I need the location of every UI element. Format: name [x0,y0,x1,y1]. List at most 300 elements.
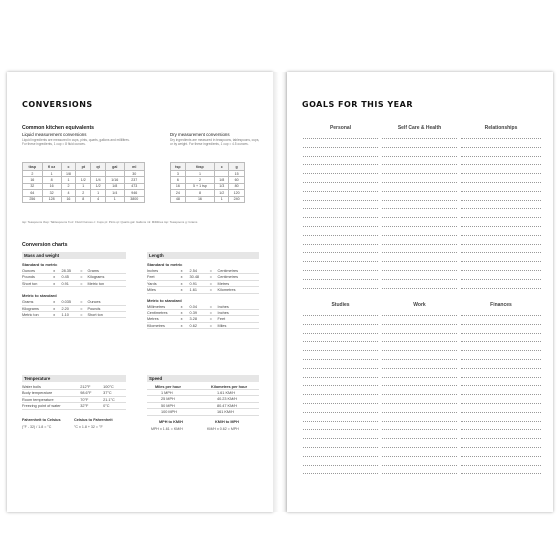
goal-line [382,288,457,289]
goal-line [303,261,378,262]
mass-row-cell: Pounds [22,275,35,280]
mass-row-cell: 0.91 [61,281,69,286]
goal-line [461,279,541,280]
dry-cell: 16 [185,196,215,202]
conversions-title: CONVERSIONS [22,100,93,109]
liquid-row [23,196,145,202]
goal-line [461,138,541,139]
length-row-cell: Yards [147,281,157,286]
goal-line [303,235,378,236]
liquid-cell: 473 [124,183,144,189]
goal-line [303,244,378,245]
goal-line [461,200,541,201]
length-row-cell: Kilometres [147,323,165,328]
temperature-row-cell: Room temperature [22,397,54,402]
dry-cell: 24 [171,190,186,196]
goal-line [461,156,541,157]
liquid-title: Liquid measurement conversions [22,132,87,137]
goal-line [382,473,457,474]
mass-row-cell: Kilograms [87,275,105,280]
goal-line [303,473,378,474]
goal-line [461,394,541,395]
liquid-header-cell: pt [76,163,91,171]
speed-cell: 161 KM/H [217,410,234,415]
mass-row-cell: Pounds [87,306,101,311]
goals-title: GOALS FOR THIS YEAR [302,100,413,109]
liquid-header-cell: gal [106,163,125,171]
mass-row-cell: Grams [87,269,99,273]
goal-line [303,208,378,209]
speed-cell: 1 MPH [161,391,173,395]
temperature-row-cell: 21.1°C [103,397,115,402]
speed-row [147,409,259,415]
liquid-cell: 8 [42,177,61,183]
dry-cell: 80 [229,183,245,189]
goal-line [382,217,457,218]
dry-cell: 5 + 1 tsp [185,183,215,189]
mass-to-metric: Standard to metric [22,262,58,267]
goal-line [382,235,457,236]
goal-line [303,288,378,289]
length-row-cell: 0.39 [189,310,197,315]
goal-line [303,164,378,165]
mass-section [22,252,126,318]
length-to-metric: Standard to metric [147,262,183,267]
goal-line [303,421,378,422]
dry-cell: 6 [171,177,186,183]
dry-title: Dry measurement conversions [170,132,230,137]
dry-cell: 1/2 [215,190,229,196]
mass-row-cell: Ounces [87,300,101,305]
liquid-cell: 1/2 [76,177,91,183]
length-row-cell: Millimetres [147,304,166,309]
mass-row-cell: Grams [22,300,34,305]
length-row-cell: = [209,304,212,309]
length-row-cell: 0.62 [189,323,197,328]
goal-line [382,350,457,351]
goal-line [461,421,541,422]
mass-row-cell: = [80,275,83,280]
liquid-cell: 16 [61,196,76,202]
goal-line [382,200,457,201]
length-row-cell: x [180,281,183,286]
goal-line [461,359,541,360]
goal-line [303,200,378,201]
goal-line [461,173,541,174]
length-row-cell: Inches [217,304,229,309]
goal-line [382,447,457,448]
liquid-cell: 32 [42,190,61,196]
goal-line [303,182,378,183]
goal-line [382,412,457,413]
mass-row-cell: = [80,300,83,305]
length-row-cell: 1.61 [189,288,197,293]
c2f-label: Celsius to Fahrenheit [74,417,113,422]
liquid-cell: 3800 [124,196,144,202]
length-row-cell: 3.28 [189,317,197,322]
dry-header-cell: tsp [171,163,186,171]
mass-row-cell: x [53,306,56,311]
goal-line [461,235,541,236]
goal-line [461,438,541,439]
length-row-cell: Kilometres [217,288,236,293]
dry-cell: 2 [185,177,215,183]
length-row-cell: = [209,323,212,328]
goal-line [382,403,457,404]
goal-line [303,438,378,439]
temperature-row-cell: 212°F [80,385,91,389]
length-row-cell: x [180,304,183,309]
goal-line [303,377,378,378]
goal-line [303,173,378,174]
goal-line [461,385,541,386]
goal-heading-studies: Studies [331,302,350,308]
goal-line [382,385,457,386]
goal-line [303,359,378,360]
speed-title: Speed [147,375,259,382]
goal-line [303,138,378,139]
goal-heading-self-care: Self Care & Health [397,125,442,131]
kmh2mph-label: KM/H to MPH [215,419,239,424]
goal-line [382,438,457,439]
mass-row-cell: = [80,312,83,317]
liquid-table [22,162,145,203]
mass-title: Mass and weight [22,252,126,259]
book-spine [273,72,287,512]
length-row-cell: Metres [147,317,159,322]
mass-row-cell: Metric ton [22,312,39,317]
goal-line [382,138,457,139]
goal-line [461,288,541,289]
liquid-cell: 4 [91,196,106,202]
length-row-cell: = [209,317,212,322]
dry-row [171,196,245,202]
liquid-cell: 64 [23,190,43,196]
goal-line [382,164,457,165]
goal-line [382,324,457,325]
dry-cell: 1 [185,171,215,177]
length-row-cell: Miles [147,288,156,293]
goal-line [461,315,541,316]
liquid-header-cell: fl oz [42,163,61,171]
liquid-header-cell: tbsp [23,163,43,171]
length-row-cell: Metres [217,281,230,286]
goal-line [382,315,457,316]
temperature-row-cell: 0°C [103,404,110,409]
mass-row-cell: x [53,281,56,286]
goal-line [382,191,457,192]
goal-line [461,261,541,262]
length-to-standard: Metric to standard [147,297,182,303]
dry-cell: 1 [215,196,229,202]
length-row-cell: 2.54 [189,269,197,273]
goal-line [303,156,378,157]
speed-cell: 40.23 KM/H [217,397,238,402]
liquid-cell: 8 [76,196,91,202]
length-row-cell: x [180,310,183,315]
mass-to-standard: Metric to standard [22,293,57,299]
mass-row-cell: 0.45 [61,275,69,280]
goal-heading-personal: Personal [329,125,352,131]
mph2kmh-formula: MPH x 1.61 = KM/H [151,426,183,431]
goal-line [303,368,378,369]
mass-row-cell: 0.035 [61,300,72,305]
goal-line [303,465,378,466]
liquid-cell: 2 [76,190,91,196]
liquid-cell: 4 [61,190,76,196]
liquid-cell: 946 [124,190,144,196]
mass-row-cell: = [80,281,83,286]
mass-row-cell: = [80,306,83,311]
goal-line [461,473,541,474]
liquid-cell: 1/8 [61,171,76,177]
kitchen-heading: Common kitchen equivalents [22,125,95,131]
goal-line [461,412,541,413]
goal-line [461,226,541,227]
dry-note: Dry ingredients are measured in teaspoons, tablespoons, cups, or by weight. For these ingredients, 1 cup = 4.5 ounces. [170,138,260,146]
goal-line [382,208,457,209]
mass-row-cell: 2.20 [61,306,69,311]
speed-cell: 25 MPH [161,397,175,402]
length-row-cell: Centimetres [147,310,168,315]
mass-row-cell: Ounces [22,269,36,273]
liquid-cell: 16 [42,183,61,189]
goal-line [303,191,378,192]
length-row-cell: x [180,275,183,280]
goal-heading-work: Work [413,302,426,308]
length-row-cell: = [209,288,212,293]
goal-line [303,324,378,325]
liquid-cell: 1/4 [106,190,125,196]
temperature-row-cell: 98.6°F [80,391,92,396]
goal-line [382,182,457,183]
liquid-cell: 1 [76,183,91,189]
speed-cell: 80.47 KM/H [217,403,238,408]
goal-heading-finances: Finances [490,302,512,308]
temperature-row-cell: Freezing point of water [22,404,61,409]
mph2kmh-label: MPH to KM/H [159,419,183,424]
liquid-cell: 1/4 [91,177,106,183]
liquid-cell: 128 [42,196,61,202]
right-page [287,72,553,512]
goal-heading-relationships: Relationships [484,125,518,131]
goal-line [382,421,457,422]
length-row-cell: Inches [147,269,159,273]
goal-line [461,252,541,253]
temperature-row-cell: 32°F [80,404,89,409]
goal-line [303,412,378,413]
mass-row [22,281,126,287]
length-title: Length [147,252,259,259]
mass-row [22,312,126,318]
goal-line [303,315,378,316]
goal-line [303,403,378,404]
goal-line [303,385,378,386]
liquid-cell: 16 [23,177,43,183]
goal-line [382,429,457,430]
goal-line [382,465,457,466]
temperature-row-cell: 100°C [103,385,114,389]
goal-line [461,350,541,351]
dry-header-cell: tbsp [185,163,215,171]
goal-line [303,341,378,342]
kmh2mph-formula: KM/H x 0.62 = MPH [207,426,239,431]
goal-line [382,261,457,262]
dry-table [170,162,245,203]
speed-section [147,375,259,431]
goal-line [303,252,378,253]
abbreviation-legend: tsp: Teaspoons tbsp: Tablespoons fl oz: Fluid Ounces c: Cups pt: Pints qt: Quarts gal: Gallons ml: Millilitres tsp: Teaspoons g: Grams [22,220,198,224]
length-row-cell: = [209,281,212,286]
mass-row-cell: = [80,269,83,273]
goal-line [303,394,378,395]
goal-line [461,182,541,183]
length-row-cell: = [209,310,212,315]
liquid-cell: 2 [23,171,43,177]
f2c-formula: (°F - 32) / 1.8 = °C [22,424,52,429]
goal-line [461,368,541,369]
goal-line [382,156,457,157]
goal-line [461,377,541,378]
goal-line [303,279,378,280]
dry-cell: 1/3 [215,183,229,189]
goal-line [382,377,457,378]
dry-cell: 1/8 [215,177,229,183]
dry-cell: 60 [229,177,245,183]
goal-line [461,447,541,448]
goal-line [461,147,541,148]
mass-row-cell: 1.10 [61,312,69,317]
length-row-cell: Feet [147,275,155,280]
mass-row-cell: 28.35 [61,269,72,273]
dry-cell: 48 [171,196,186,202]
dry-header-cell: g [229,163,245,171]
goal-line [461,164,541,165]
liquid-cell: 1/16 [106,177,125,183]
dry-cell: 240 [229,196,245,202]
goal-line [382,226,457,227]
liquid-header-cell: c [61,163,76,171]
goal-line [382,456,457,457]
goal-line [303,147,378,148]
goal-line [461,324,541,325]
length-row-cell: Centimetres [217,269,238,273]
length-row-cell: = [209,269,212,273]
goal-line [382,244,457,245]
length-row-cell: 0.04 [189,304,197,309]
length-row-cell: x [180,317,183,322]
goal-line [382,394,457,395]
goal-line [382,333,457,334]
goal-line [461,208,541,209]
dry-header-cell: c [215,163,229,171]
goal-line [303,226,378,227]
length-section [147,252,259,329]
goal-line [461,465,541,466]
temperature-title: Temperature [22,375,126,382]
length-row [147,323,259,329]
goal-line [461,341,541,342]
liquid-cell: 2 [61,183,76,189]
liquid-cell: 32 [23,183,43,189]
liquid-cell: 1/2 [91,183,106,189]
mass-row-cell: Short ton [87,312,103,317]
mass-row-cell: Kilograms [22,306,39,311]
goal-line [303,333,378,334]
temperature-section [22,375,126,429]
mass-row-cell: Short ton [22,281,38,286]
goal-line [461,403,541,404]
length-row-cell: Centimetres [217,275,238,280]
liquid-cell: 256 [23,196,43,202]
dry-cell: 3 [171,171,186,177]
length-row-cell: 0.91 [189,281,197,286]
conversion-charts-heading: Conversion charts [22,242,68,248]
liquid-cell: 1 [91,190,106,196]
mass-row-cell: Metric ton [87,281,105,286]
goal-line [303,456,378,457]
length-row-cell: Feet [217,317,226,322]
goal-line [303,447,378,448]
goal-line [303,350,378,351]
goal-line [303,270,378,271]
liquid-note: Liquid ingredients are measured in cups, pints, quarts, gallons and millilitres. For these ingredients, 1 cup = 8 fluid ounces. [22,138,130,146]
dry-cell: 120 [229,190,245,196]
c2f-formula: °C x 1.8 + 32 = °F [74,424,103,429]
mass-row-cell: x [53,312,56,317]
goal-line [382,270,457,271]
goal-line [461,217,541,218]
length-row-cell: 30.48 [189,275,200,280]
mass-row-cell: x [53,269,56,273]
liquid-cell: 237 [124,177,144,183]
left-page [7,72,273,512]
goal-line [382,341,457,342]
length-row-cell: Inches [217,310,229,315]
length-row-cell: x [180,288,183,293]
liquid-cell: 1/8 [106,183,125,189]
goal-line [382,173,457,174]
goal-line [461,270,541,271]
dry-cell: 15 [229,171,245,177]
length-row-cell: Miles [217,323,227,328]
length-row-cell: x [180,269,183,273]
goal-line [382,252,457,253]
liquid-header-cell: qt [91,163,106,171]
goal-line [382,368,457,369]
liquid-cell: 1 [61,177,76,183]
length-row-cell: = [209,275,212,280]
dry-cell: 16 [171,183,186,189]
goal-line [303,217,378,218]
temperature-row-cell: 70°F [80,397,89,402]
goal-line [382,279,457,280]
goal-line [303,429,378,430]
dry-cell: 8 [185,190,215,196]
goal-line [461,244,541,245]
goal-line [382,359,457,360]
goal-line [461,191,541,192]
f2c-label: Fahrenheit to Celsius [22,417,61,422]
liquid-cell: 1 [106,196,125,202]
speed-header-kmh: Kilometres per hour [211,385,248,389]
speed-header-mph: Miles per hour [155,385,181,389]
temperature-row-cell: Water boils [22,385,41,389]
temperature-row [22,403,126,409]
length-row [147,287,259,293]
goal-line [461,333,541,334]
liquid-header-cell: ml [124,163,144,171]
